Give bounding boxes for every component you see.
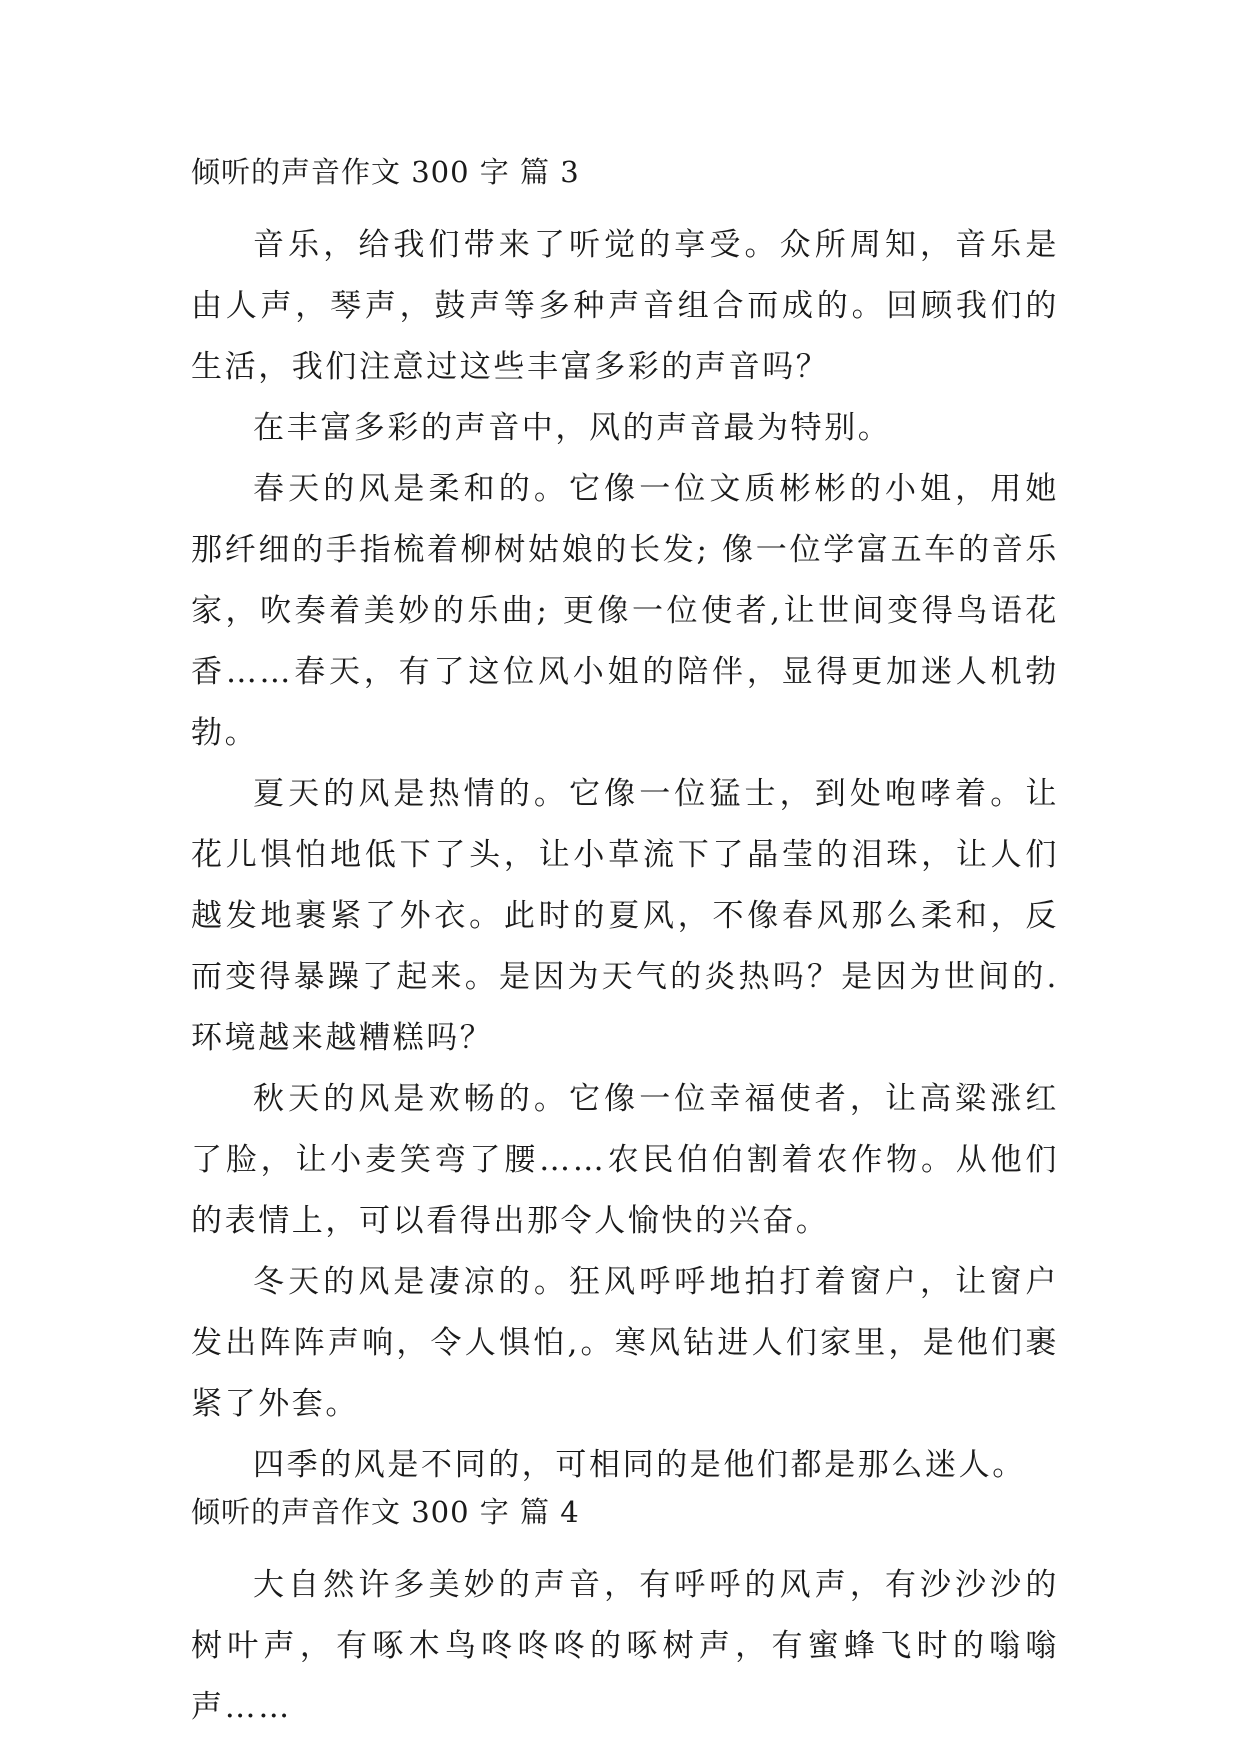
paragraph: 大自然许多美妙的声音，有呼呼的风声，有沙沙沙的树叶声，有啄木鸟咚咚咚的啄树声，有蜜蜂飞时的嗡嗡声…… bbox=[191, 1567, 1059, 1725]
paragraph: 在丰富多彩的声音中，风的声音最为特别。 bbox=[253, 410, 892, 446]
document-page bbox=[191, 156, 1059, 1738]
paragraph: 音乐，给我们带来了听觉的享受。众所周知，音乐是由人声，琴声，鼓声等多种声音组合而成的。回顾我们的生活，我们注意过这些丰富多彩的声音吗？ bbox=[191, 227, 1059, 385]
section-title-3: 倾听的声音作文 300 字 篇 3 bbox=[191, 155, 580, 189]
paragraph: 夏天的风是热情的。它像一位猛士，到处咆哮着。让花儿惧怕地低下了头，让小草流下了晶莹的泪珠，让人们越发地裹紧了外衣。此时的夏风，不像春风那么柔和，反而变得暴躁了起来。是因为天气的炎热吗？是因为世间的.环境越来越糟糕吗？ bbox=[191, 776, 1059, 1056]
paragraph: 春天的风是柔和的。它像一位文质彬彬的小姐，用她那纤细的手指梳着柳树姑娘的长发; 像一位学富五车的音乐家，吹奏着美妙的乐曲; 更像一位使者,让世间变得鸟语花香……春天，有了这位风小姐的陪伴，显得更加迷人机勃勃。 bbox=[191, 471, 1059, 751]
section-title-4: 倾听的声音作文 300 字 篇 4 bbox=[191, 1495, 580, 1529]
paragraph: 四季的风是不同的，可相同的是他们都是那么迷人。 bbox=[253, 1447, 1026, 1483]
paragraph: 冬天的风是凄凉的。狂风呼呼地拍打着窗户，让窗户发出阵阵声响，令人惧怕,。寒风钻进人们家里，是他们裹紧了外套。 bbox=[191, 1264, 1059, 1422]
paragraph: 秋天的风是欢畅的。它像一位幸福使者，让高粱涨红了脸，让小麦笑弯了腰……农民伯伯割着农作物。从他们的表情上，可以看得出那令人愉快的兴奋。 bbox=[191, 1081, 1059, 1239]
